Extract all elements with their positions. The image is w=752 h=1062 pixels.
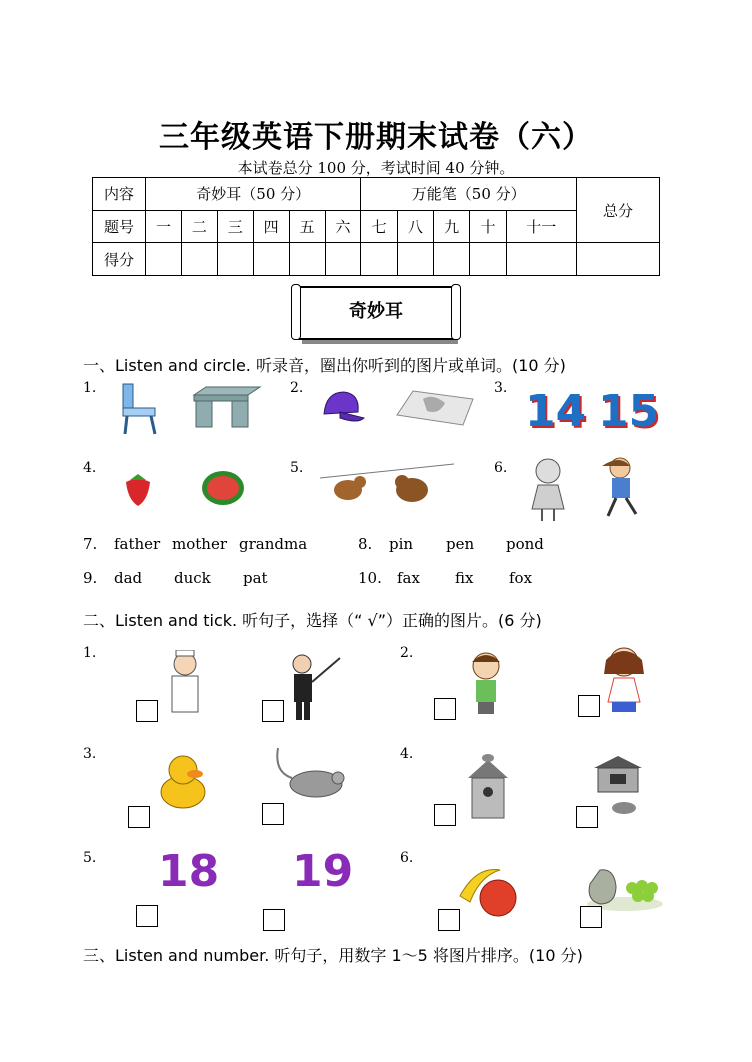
score-label: 得分	[93, 243, 146, 276]
score-cell[interactable]	[506, 243, 576, 276]
monkeys-image[interactable]	[318, 460, 458, 514]
score-cell[interactable]	[397, 243, 433, 276]
tick-box[interactable]	[136, 700, 158, 722]
bird-image	[592, 754, 646, 820]
tick-box[interactable]	[576, 806, 598, 828]
q3-number: 3.	[494, 380, 508, 396]
number-18: 18	[158, 846, 220, 897]
qnum-cell: 一	[146, 210, 182, 243]
score-cell[interactable]	[361, 243, 397, 276]
tick-box[interactable]	[262, 700, 284, 722]
s2-q2-number: 2.	[400, 645, 414, 661]
cap-image[interactable]	[318, 388, 366, 428]
word-option[interactable]: pen	[446, 535, 475, 553]
tick-box[interactable]	[136, 905, 158, 927]
qnum-cell: 七	[361, 210, 397, 243]
tick-box[interactable]	[438, 909, 460, 931]
q10-number: 10.	[358, 569, 382, 587]
strawberry-image[interactable]	[122, 472, 154, 508]
s2-q4-number: 4.	[400, 746, 414, 762]
tick-box[interactable]	[128, 806, 150, 828]
section1-heading: 一、Listen and circle. 听录音，圈出你听到的图片或单词。(10 分)	[83, 356, 566, 375]
score-cell[interactable]	[181, 243, 217, 276]
word-option[interactable]: fix	[455, 569, 474, 587]
qnum-cell: 四	[253, 210, 289, 243]
s2-q1-number: 1.	[83, 645, 97, 661]
pear-grapes-image	[584, 860, 666, 912]
mouse-image	[272, 742, 350, 802]
birdhouse-image	[468, 752, 508, 820]
tick-box[interactable]	[434, 804, 456, 826]
question-number-label: 题号	[93, 210, 146, 243]
word-option[interactable]: pond	[506, 535, 544, 553]
banana-apple-image	[456, 862, 522, 918]
map-image[interactable]	[393, 385, 479, 431]
qnum-cell: 六	[325, 210, 361, 243]
q8-number: 8.	[358, 535, 373, 553]
tick-box[interactable]	[263, 909, 285, 931]
q9-number: 9.	[83, 569, 98, 587]
doctor-image	[162, 650, 208, 720]
s2-q5-number: 5.	[83, 850, 97, 866]
desk-image[interactable]	[192, 385, 262, 431]
duck-image	[155, 752, 209, 810]
q7-number: 7.	[83, 535, 98, 553]
running-boy-image[interactable]	[598, 456, 646, 522]
score-cell[interactable]	[146, 243, 182, 276]
qnum-cell: 五	[289, 210, 325, 243]
pen-section-label: 万能笔（50 分）	[361, 178, 577, 211]
ear-section-label: 奇妙耳（50 分）	[146, 178, 361, 211]
number-19: 19	[292, 846, 354, 897]
qnum-cell: 十	[470, 210, 506, 243]
s2-q6-number: 6.	[400, 850, 414, 866]
tick-box[interactable]	[434, 698, 456, 720]
chair-image[interactable]	[115, 380, 165, 436]
q4-number: 4.	[83, 460, 97, 476]
qnum-cell: 九	[434, 210, 470, 243]
tick-box[interactable]	[580, 906, 602, 928]
word-option[interactable]: fax	[397, 569, 420, 587]
qnum-cell: 二	[181, 210, 217, 243]
tick-box[interactable]	[262, 803, 284, 825]
tick-box[interactable]	[578, 695, 600, 717]
word-option[interactable]: mother	[172, 535, 227, 553]
score-cell[interactable]	[289, 243, 325, 276]
qnum-cell: 八	[397, 210, 433, 243]
qnum-cell: 十一	[506, 210, 576, 243]
section-banner: 奇妙耳	[298, 286, 454, 340]
total-score-cell[interactable]	[577, 243, 660, 276]
score-table	[92, 177, 660, 276]
boy-image	[466, 650, 506, 720]
q2-number: 2.	[290, 380, 304, 396]
page-title: 三年级英语下册期末试卷（六）	[159, 120, 593, 155]
score-cell[interactable]	[253, 243, 289, 276]
word-option[interactable]: dad	[114, 569, 143, 587]
girl-student-image	[598, 642, 650, 728]
girl-image[interactable]	[526, 455, 570, 523]
subtitle: 本试卷总分 100 分，考试时间 40 分钟。	[237, 159, 515, 177]
score-cell[interactable]	[470, 243, 506, 276]
content-label: 内容	[93, 178, 146, 211]
teacher-image	[286, 652, 344, 722]
q5-number: 5.	[290, 460, 304, 476]
s2-q3-number: 3.	[83, 746, 97, 762]
score-cell[interactable]	[434, 243, 470, 276]
watermelon-image[interactable]	[200, 466, 246, 506]
section2-heading: 二、Listen and tick. 听句子，选择（“ √”）正确的图片。(6 分)	[83, 611, 542, 630]
score-cell[interactable]	[217, 243, 253, 276]
q1-number: 1.	[83, 380, 97, 396]
section3-heading: 三、Listen and number. 听句子，用数字 1～5 将图片排序。(10 分)	[83, 946, 583, 965]
word-option[interactable]: fox	[509, 569, 533, 587]
number-15[interactable]: 15	[598, 386, 660, 437]
word-option[interactable]: pat	[243, 569, 268, 587]
q6-number: 6.	[494, 460, 508, 476]
total-label: 总分	[577, 178, 660, 243]
score-cell[interactable]	[325, 243, 361, 276]
word-option[interactable]: father	[114, 535, 161, 553]
qnum-cell: 三	[217, 210, 253, 243]
number-14[interactable]: 14	[525, 386, 587, 437]
word-option[interactable]: grandma	[239, 535, 308, 553]
word-option[interactable]: pin	[389, 535, 414, 553]
word-option[interactable]: duck	[174, 569, 211, 587]
